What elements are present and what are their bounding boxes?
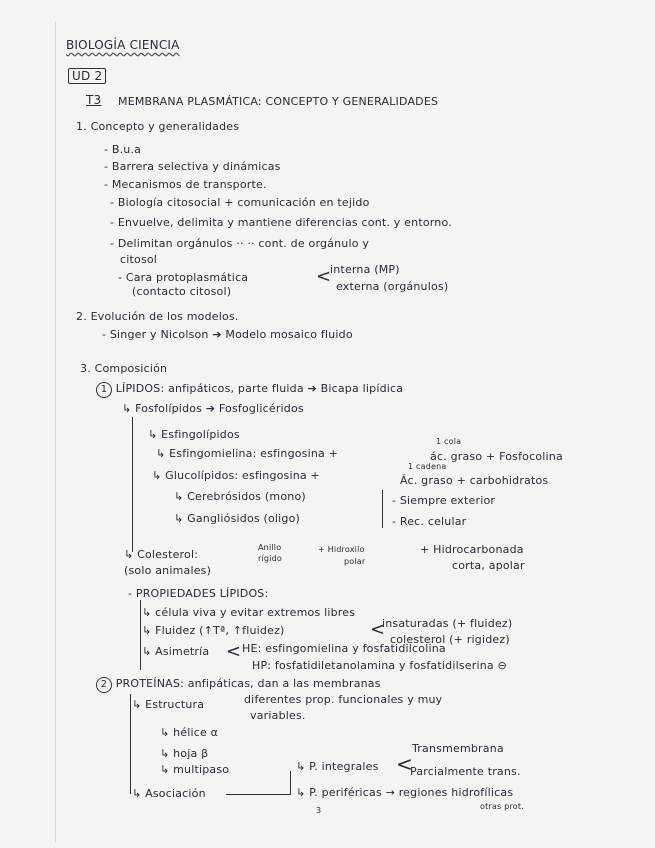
prop-branch-line: [140, 600, 141, 670]
estructura: ↳ Estructura: [132, 698, 205, 711]
gangliosidos: ↳ Gangliósidos (oligo): [174, 512, 301, 525]
proteinas-number: 2: [96, 677, 112, 693]
glucolipidos-top: 1 cadena: [408, 462, 447, 471]
esfingomielina-top: 1 cola: [436, 437, 462, 446]
section-1-title: 1. Concepto y generalidades: [76, 120, 240, 133]
topic-title: MEMBRANA PLASMÁTICA: CONCEPTO Y GENERALIDADES: [118, 95, 439, 108]
lipidos-number: 1: [96, 382, 112, 398]
asociacion-connector: [290, 771, 291, 795]
glucolipidos-rest: Ác. graso + carbohidratos: [400, 474, 549, 487]
rec-celular: - Rec. celular: [392, 515, 467, 528]
prop-2-r1: insaturadas (+ fluidez): [382, 617, 513, 630]
hidrocarbonada: + Hidrocarbonada: [420, 543, 524, 556]
esfingomielina-rest: ác. graso + Fosfocolina: [430, 450, 563, 463]
prop-3-r1: HE: esfingomielina y fosfatidilcolina: [242, 642, 446, 655]
section-2-title: 2. Evolución de los modelos.: [76, 310, 239, 323]
hoja: ↳ hoja β: [160, 747, 209, 760]
prop-3: ↳ Asimetría: [142, 645, 210, 658]
asociacion-arrow-line: [226, 794, 290, 795]
s1-item-2: - Barrera selectiva y dinámicas: [104, 160, 281, 173]
prop-2: ↳ Fluidez (↑Tª, ↑fluidez): [142, 624, 285, 637]
s1-item-1: - B.u.a: [104, 143, 142, 156]
esfingomielina: ↳ Esfingomielina: esfingosina +: [156, 447, 339, 460]
solo-animales: (solo animales): [124, 564, 212, 577]
asociacion: ↳ Asociación: [132, 787, 206, 800]
page-number: 3: [316, 806, 322, 815]
lipidos-branch-line: [132, 417, 133, 552]
lipidos-title: LÍPIDOS: anfipáticos, parte fluida ➔ Bicapa lipídica: [115, 382, 404, 395]
brace-right: [382, 490, 383, 528]
transmembrana: Transmembrana: [412, 742, 504, 755]
s1-item-7: citosol: [120, 253, 158, 266]
corta-apolar: corta, apolar: [452, 559, 525, 572]
section-3-title: 3. Composición: [80, 362, 168, 375]
integrales: ↳ P. integrales: [296, 760, 379, 773]
esfingolipidos: ↳ Esfingolípidos: [148, 428, 240, 441]
prop-3-r2: HP: fosfatidiletanolamina y fosfatidilserina ⊖: [252, 659, 507, 672]
anillo: Anillo: [258, 543, 282, 552]
parcialmente: Parcialmente trans.: [410, 765, 521, 778]
bracket-glyph: <: [370, 619, 386, 640]
cara-left-1: - Cara protoplasmática: [118, 271, 249, 284]
bracket-glyph: <: [396, 752, 413, 776]
bracket-glyph: <: [226, 641, 242, 662]
unit-label: UD 2: [68, 68, 106, 84]
lipidos-heading: [96, 382, 403, 398]
hidroxilo: + Hidroxilo: [318, 545, 365, 554]
subject-heading: BIOLOGÍA CIENCIA: [66, 38, 180, 52]
estructura-r2: variables.: [250, 709, 306, 722]
perifericas: ↳ P. periféricas → regiones hidrofílicas: [296, 786, 514, 799]
propiedades-title: - PROPIEDADES LÍPIDOS:: [128, 587, 269, 600]
cara-right-1: interna (MP): [330, 263, 400, 276]
prop-1: ↳ célula viva y evitar extremos libres: [142, 606, 356, 619]
otras-prot: otras prot.: [480, 802, 524, 811]
s1-item-5: - Envuelve, delimita y mantiene diferencias cont. y entorno.: [110, 216, 452, 229]
glucolipidos: ↳ Glucolípidos: esfingosina +: [152, 469, 320, 482]
helice: ↳ hélice α: [160, 726, 219, 739]
s1-item-3: - Mecanismos de transporte.: [104, 178, 267, 191]
s1-item-6: - Delimitan orgánulos ·· ·· cont. de orgánulo y: [110, 237, 370, 250]
proteinas-branch-line: [130, 694, 131, 794]
colesterol: ↳ Colesterol:: [124, 548, 199, 561]
cara-left-2: (contacto citosol): [132, 285, 232, 298]
estructura-r1: diferentes prop. funcionales y muy: [244, 693, 443, 706]
s2-line: - Singer y Nicolson ➔ Modelo mosaico fluido: [102, 328, 353, 341]
proteinas-title: PROTEÍNAS: anfipáticas, dan a las membranas: [115, 677, 381, 690]
multipaso: ↳ multipaso: [160, 763, 230, 776]
s1-item-4: - Biología citosocial + comunicación en tejido: [110, 196, 370, 209]
margin-line: [55, 22, 56, 842]
cara-right-2: externa (orgánulos): [336, 280, 449, 293]
rigido: rígido: [258, 554, 282, 563]
bracket-glyph: <: [316, 266, 332, 287]
topic-code: T3: [86, 93, 102, 107]
polar: polar: [344, 557, 366, 566]
proteinas-heading: [96, 677, 381, 693]
cerebrosidos: ↳ Cerebrósidos (mono): [174, 490, 306, 503]
fosfolipidos: ↳ Fosfolípidos ➔ Fosfoglicéridos: [122, 402, 304, 415]
siempre-exterior: - Siempre exterior: [392, 494, 496, 507]
prop-2-r2: colesterol (+ rigidez): [390, 633, 510, 646]
